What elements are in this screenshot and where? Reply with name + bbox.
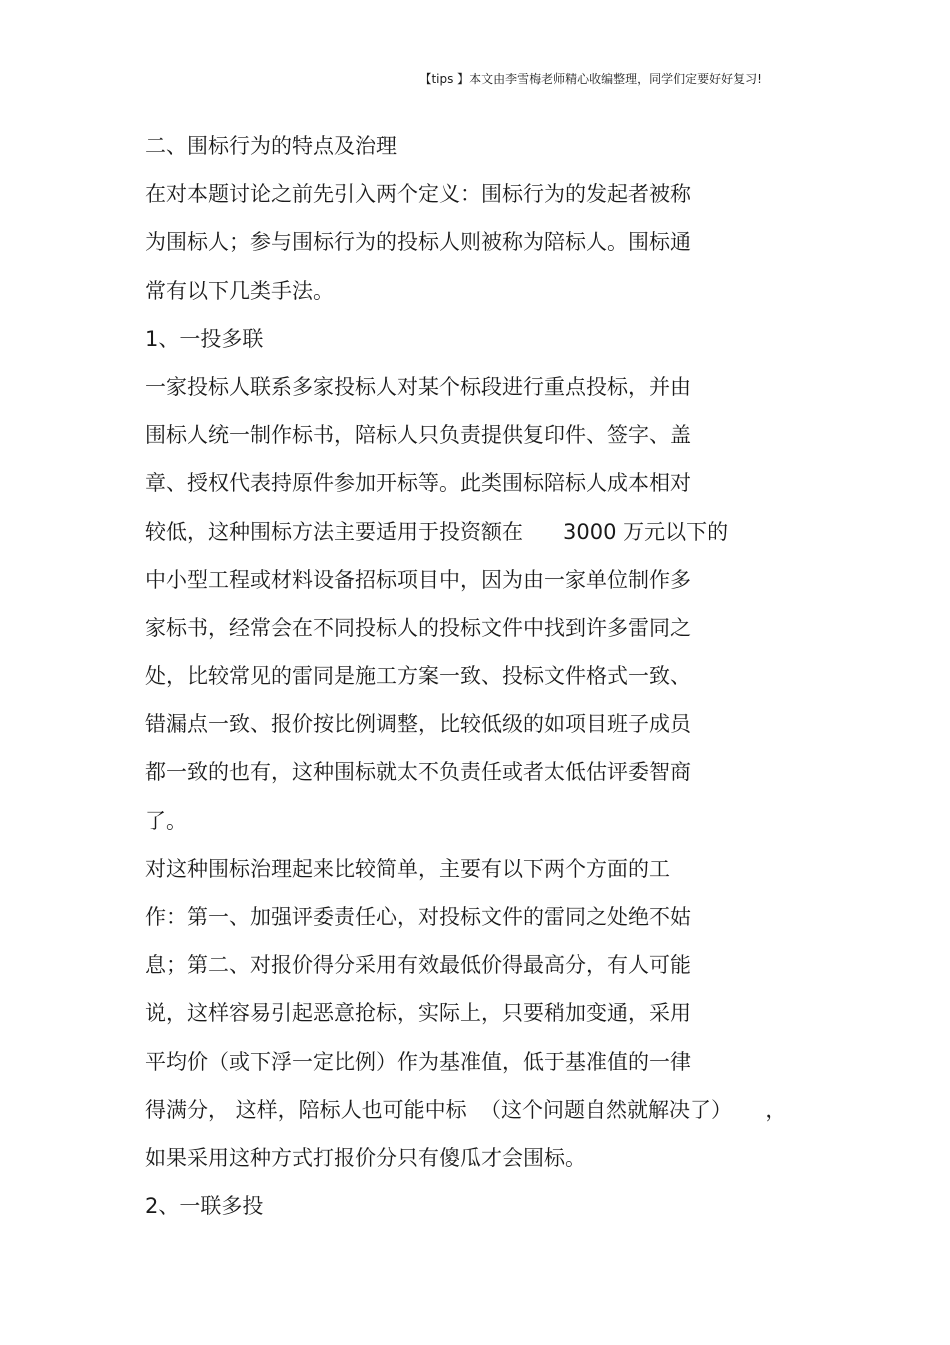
paragraph-line: 如果采用这种方式打报价分只有傻瓜才会围标。 [145,1145,586,1170]
paragraph-line: 在对本题讨论之前先引入两个定义：围标行为的发起者被称 [145,182,691,207]
paragraph-line: 处，比较常见的雷同是施工方案一致、投标文件格式一致、 [145,664,691,689]
paragraph-line: 较低，这种围标方法主要适用于投资额在 3000 万元以下的 [145,519,729,544]
paragraph-line: 为围标人；参与围标行为的投标人则被称为陪标人。围标通 [145,230,691,255]
paragraph-line: 一家投标人联系多家投标人对某个标段进行重点投标，并由 [145,374,691,399]
subsection-heading: 2、一联多投 [145,1194,264,1219]
section-heading: 二、围标行为的特点及治理 [145,134,397,158]
paragraph-line: 得满分， 这样，陪标人也可能中标 （这个问题自然就解决了） ， [145,1097,787,1122]
paragraph-line: 了。 [145,808,187,833]
paragraph-line: 围标人统一制作标书，陪标人只负责提供复印件、签字、盖 [145,423,691,448]
paragraph-line: 息；第二、对报价得分采用有效最低价得最高分，有人可能 [145,953,691,978]
paragraph-line: 都一致的也有，这种围标就太不负责任或者太低估评委智商 [145,760,691,785]
document-body [145,128,825,1236]
header-tip: 【tips 】本文由李雪梅老师精心收编整理，同学们定要好好复习! [419,72,762,86]
paragraph-line: 家标书，经常会在不同投标人的投标文件中找到许多雷同之 [145,615,691,640]
paragraph-line: 对这种围标治理起来比较简单，主要有以下两个方面的工 [145,856,670,881]
paragraph-line: 常有以下几类手法。 [145,278,334,303]
paragraph-line: 错漏点一致、报价按比例调整，比较低级的如项目班子成员 [145,712,691,737]
subsection-heading: 1、一投多联 [145,326,264,351]
paragraph-line: 作：第一、加强评委责任心，对投标文件的雷同之处绝不姑 [145,905,691,929]
paragraph-line: 章、授权代表持原件参加开标等。此类围标陪标人成本相对 [145,471,691,496]
paragraph-line: 中小型工程或材料设备招标项目中，因为由一家单位制作多 [145,567,691,592]
paragraph-line: 说，这样容易引起恶意抢标，实际上，只要稍加变通，采用 [145,1001,691,1026]
paragraph-line: 平均价（或下浮一定比例）作为基准值，低于基准值的一律 [145,1049,691,1074]
